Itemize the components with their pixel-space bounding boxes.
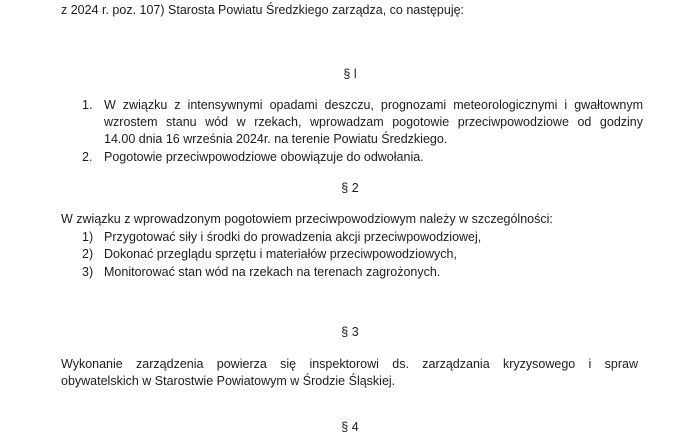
section-1-item-2-number: 2. — [82, 150, 93, 164]
section-3-heading: § 3 — [341, 325, 359, 339]
section-2-item-1-text: Przygotować siły i środki do prowadzenia akcji przeciwpowodziowej, — [104, 230, 482, 244]
section-2-item-2-text: Dokonać przeglądu sprzętu i materiałów przeciwpowodziowych, — [104, 247, 457, 261]
section-2-item-3-text: Monitorować stan wód na rzekach na terenach zagrożonych. — [104, 265, 441, 279]
section-1-item-1-number: 1. — [82, 98, 93, 112]
section-2-item-2-number: 2) — [82, 247, 94, 261]
section-2-item-1-number: 1) — [82, 230, 94, 244]
section-2-item-3-number: 3) — [82, 265, 94, 279]
intro-line: z 2024 r. poz. 107) Starosta Powiatu Średzkiego zarządza, co następuję: — [61, 3, 465, 17]
section-1-item-1-line-2: wzrostem stanu wód w rzekach, wprowadzam pogotowie przeciwpowodziowe od godziny — [104, 115, 643, 129]
section-2-heading: § 2 — [341, 181, 359, 195]
section-1-item-1-line-1: W związku z intensywnymi opadami deszczu, prognozami meteorologicznymi i gwałtownym — [104, 98, 643, 112]
section-3-line-2: obywatelskich w Starostwie Powiatowym w Środzie Śląskiej. — [61, 374, 396, 388]
section-1-item-1-line-3: 14.00 dnia 16 września 2024r. na terenie Powiatu Średzkiego. — [104, 132, 448, 146]
section-1-item-2-text: Pogotowie przeciwpowodziowe obowiązuje do odwołania. — [104, 150, 424, 164]
section-1-heading: § l — [343, 67, 357, 81]
section-4-heading: § 4 — [341, 420, 359, 434]
section-3-line-1: Wykonanie zarządzenia powierza się inspektorowi ds. zarządzania kryzysowego i spraw — [61, 357, 638, 371]
section-2-lead: W związku z wprowadzonym pogotowiem przeciwpowodziowym należy w szczególności: — [61, 212, 553, 226]
